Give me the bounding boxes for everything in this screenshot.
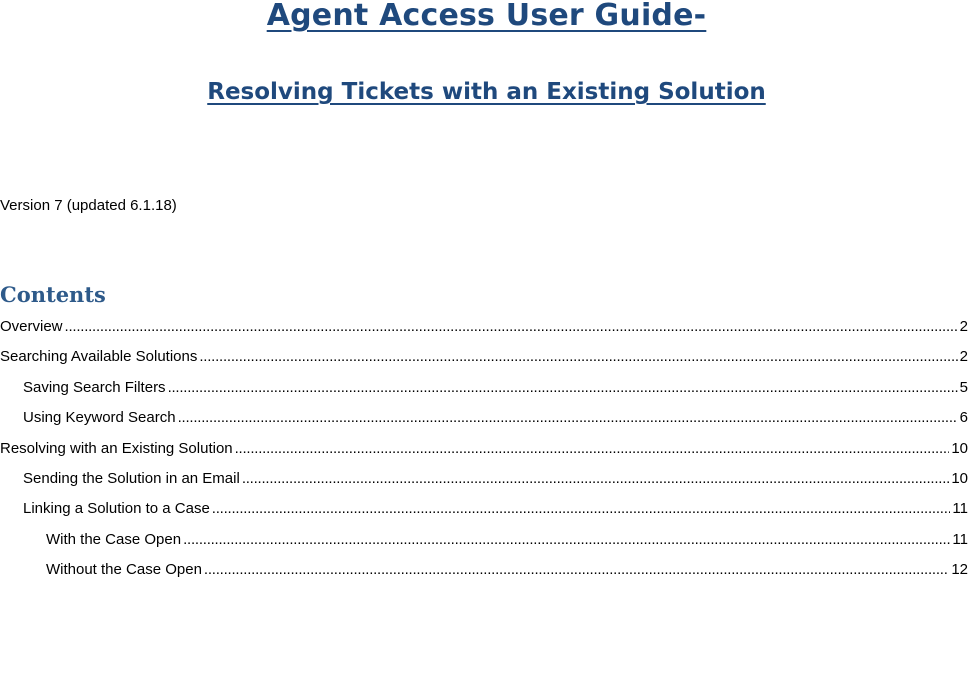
toc-entry-resolving-with-existing-solution[interactable] [0,440,968,470]
toc-entry-label: Using Keyword Search [23,409,176,427]
toc-dot-leader [212,500,951,517]
toc-entry-label: Saving Search Filters [23,378,166,396]
toc-dot-leader [235,440,950,457]
toc-entry-linking-solution-to-case[interactable] [0,500,968,530]
toc-entry-without-case-open[interactable] [0,561,968,591]
toc-entry-page: 11 [952,500,968,518]
toc-entry-sending-solution-in-email[interactable] [0,470,968,500]
toc-entry-label: With the Case Open [46,530,182,548]
toc-dot-leader [178,409,958,426]
toc-entry-label: Searching Available Solutions [0,348,198,366]
toc-entry-page: 2 [959,318,968,335]
toc-entry-page: 5 [959,378,968,396]
document-subtitle: Resolving Tickets with an Existing Solution [207,79,766,105]
toc-entry-label: Linking a Solution to a Case [23,500,210,518]
toc-entry-page: 2 [959,348,968,366]
toc-dot-leader [168,379,958,396]
toc-entry-saving-search-filters[interactable] [0,379,968,409]
toc-dot-leader [183,531,950,548]
toc-entry-page: 10 [951,469,968,487]
toc-entry-searching-available-solutions[interactable] [0,348,968,378]
toc-entry-page: 6 [959,409,968,427]
table-of-contents [0,318,968,592]
toc-entry-label: Without the Case Open [46,561,202,579]
toc-entry-label: Overview [0,318,63,335]
toc-entry-page: 11 [952,530,968,548]
toc-dot-leader [204,561,949,578]
toc-entry-overview[interactable] [0,318,968,348]
version-text: Version 7 (updated 6.1.18) [0,197,177,214]
toc-dot-leader [199,348,957,365]
toc-dot-leader [65,318,958,335]
toc-entry-label: Sending the Solution in an Email [23,469,240,487]
toc-entry-page: 10 [951,439,968,457]
toc-entry-label: Resolving with an Existing Solution [0,439,233,457]
document-title: Agent Access User Guide- [266,0,707,33]
toc-dot-leader [242,470,950,487]
toc-entry-with-case-open[interactable] [0,531,968,561]
contents-heading: Contents [0,282,106,307]
toc-entry-using-keyword-search[interactable] [0,409,968,439]
toc-entry-page: 12 [951,561,968,579]
